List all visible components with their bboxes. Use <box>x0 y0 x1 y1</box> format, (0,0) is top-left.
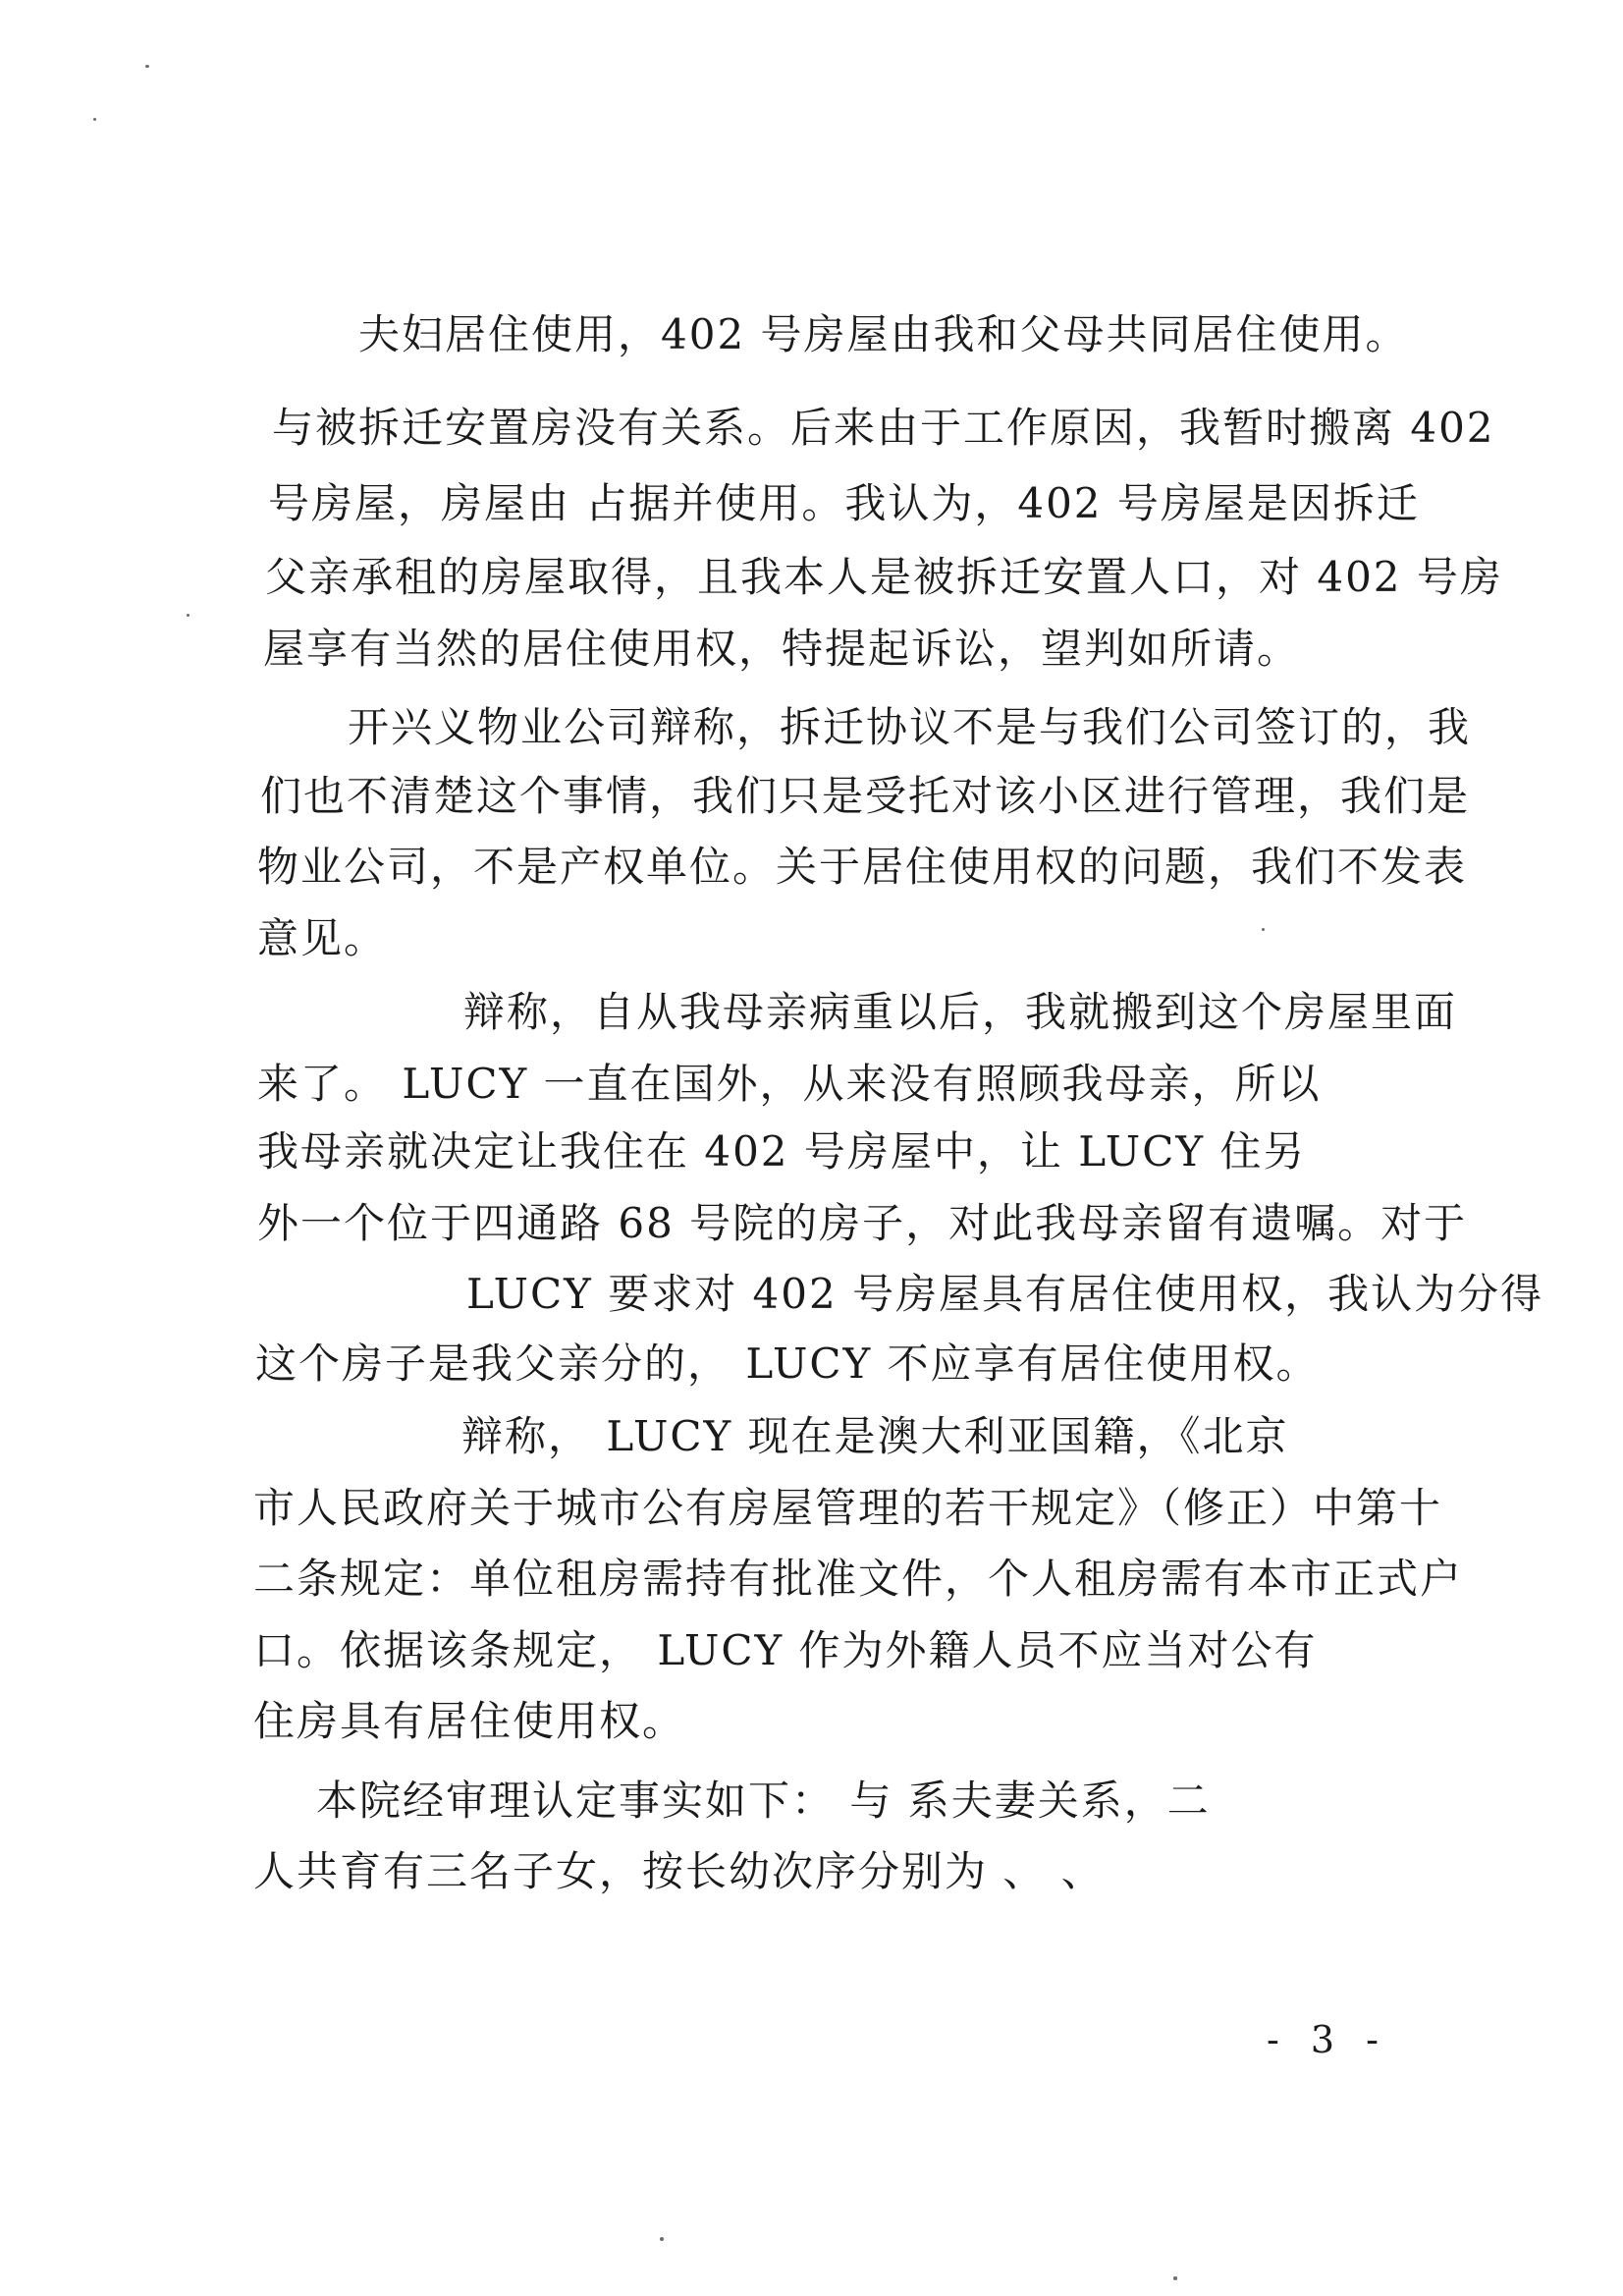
body-text-line: LUCY 要求对 402 号房屋具有居住使用权，我认为分得 <box>466 1270 1544 1318</box>
scan-speck <box>93 118 96 121</box>
body-text-line: 外一个位于四通路 68 号院的房子，对此我母亲留有遗嘱。对于 <box>257 1199 1468 1247</box>
body-text-line: 物业公司，不是产权单位。关于居住使用权的问题，我们不发表 <box>257 843 1468 891</box>
body-text-line: 二条规定：单位租房需持有批准文件，个人租房需有本市正式户 <box>253 1555 1464 1603</box>
body-text-line: 口。依据该条规定， LUCY 作为外籍人员不应当对公有 <box>253 1626 1318 1674</box>
body-text-line: 人共育有三名子女，按长幼次序分别为 、 、 <box>253 1847 1105 1895</box>
scan-speck <box>187 614 189 617</box>
body-text-line: 开兴义物业公司辩称，拆迁协议不是与我们公司签订的，我 <box>348 703 1472 751</box>
body-text-line: 夫妇居住使用，402 号房屋由我和父母共同居住使用。 <box>358 310 1409 358</box>
body-text-line: 屋享有当然的居住使用权，特提起诉讼，望判如所请。 <box>263 625 1301 673</box>
body-text-line: 市人民政府关于城市公有房屋管理的若干规定》（修正）中第十 <box>253 1484 1443 1532</box>
body-text-line: 住房具有居住使用权。 <box>253 1697 686 1745</box>
body-text-line: 来了。 LUCY 一直在国外，从来没有照顾我母亲，所以 <box>257 1060 1322 1108</box>
body-text-line: 辩称，自从我母亲病重以后，我就搬到这个房屋里面 <box>463 988 1458 1036</box>
scan-speck <box>660 2237 664 2241</box>
page-number: - 3 - <box>1267 2018 1389 2061</box>
scan-speck <box>145 65 149 68</box>
body-text-line: 本院经审理认定事实如下： 与 系夫妻关系，二 <box>316 1777 1211 1825</box>
body-text-line: 号房屋，房屋由 占据并使用。我认为，402 号房屋是因拆迁 <box>268 479 1420 527</box>
scan-speck <box>1173 2276 1177 2280</box>
body-text-line: 意见。 <box>257 914 388 962</box>
body-text-line: 与被拆迁安置房没有关系。后来由于工作原因，我暂时搬离 402 <box>272 404 1495 452</box>
body-text-line: 辩称， LUCY 现在是澳大利亚国籍，《北京 <box>461 1412 1289 1460</box>
body-text-line: 我母亲就决定让我住在 402 号房屋中，让 LUCY 住另 <box>257 1127 1307 1175</box>
body-text-line: 们也不清楚这个事情，我们只是受托对该小区进行管理，我们是 <box>260 772 1471 820</box>
scan-speck <box>1262 928 1265 931</box>
body-text-line: 这个房子是我父亲分的， LUCY 不应享有居住使用权。 <box>255 1339 1320 1388</box>
body-text-line: 父亲承租的房屋取得，且我本人是被拆迁安置人口，对 402 号房 <box>265 553 1503 601</box>
